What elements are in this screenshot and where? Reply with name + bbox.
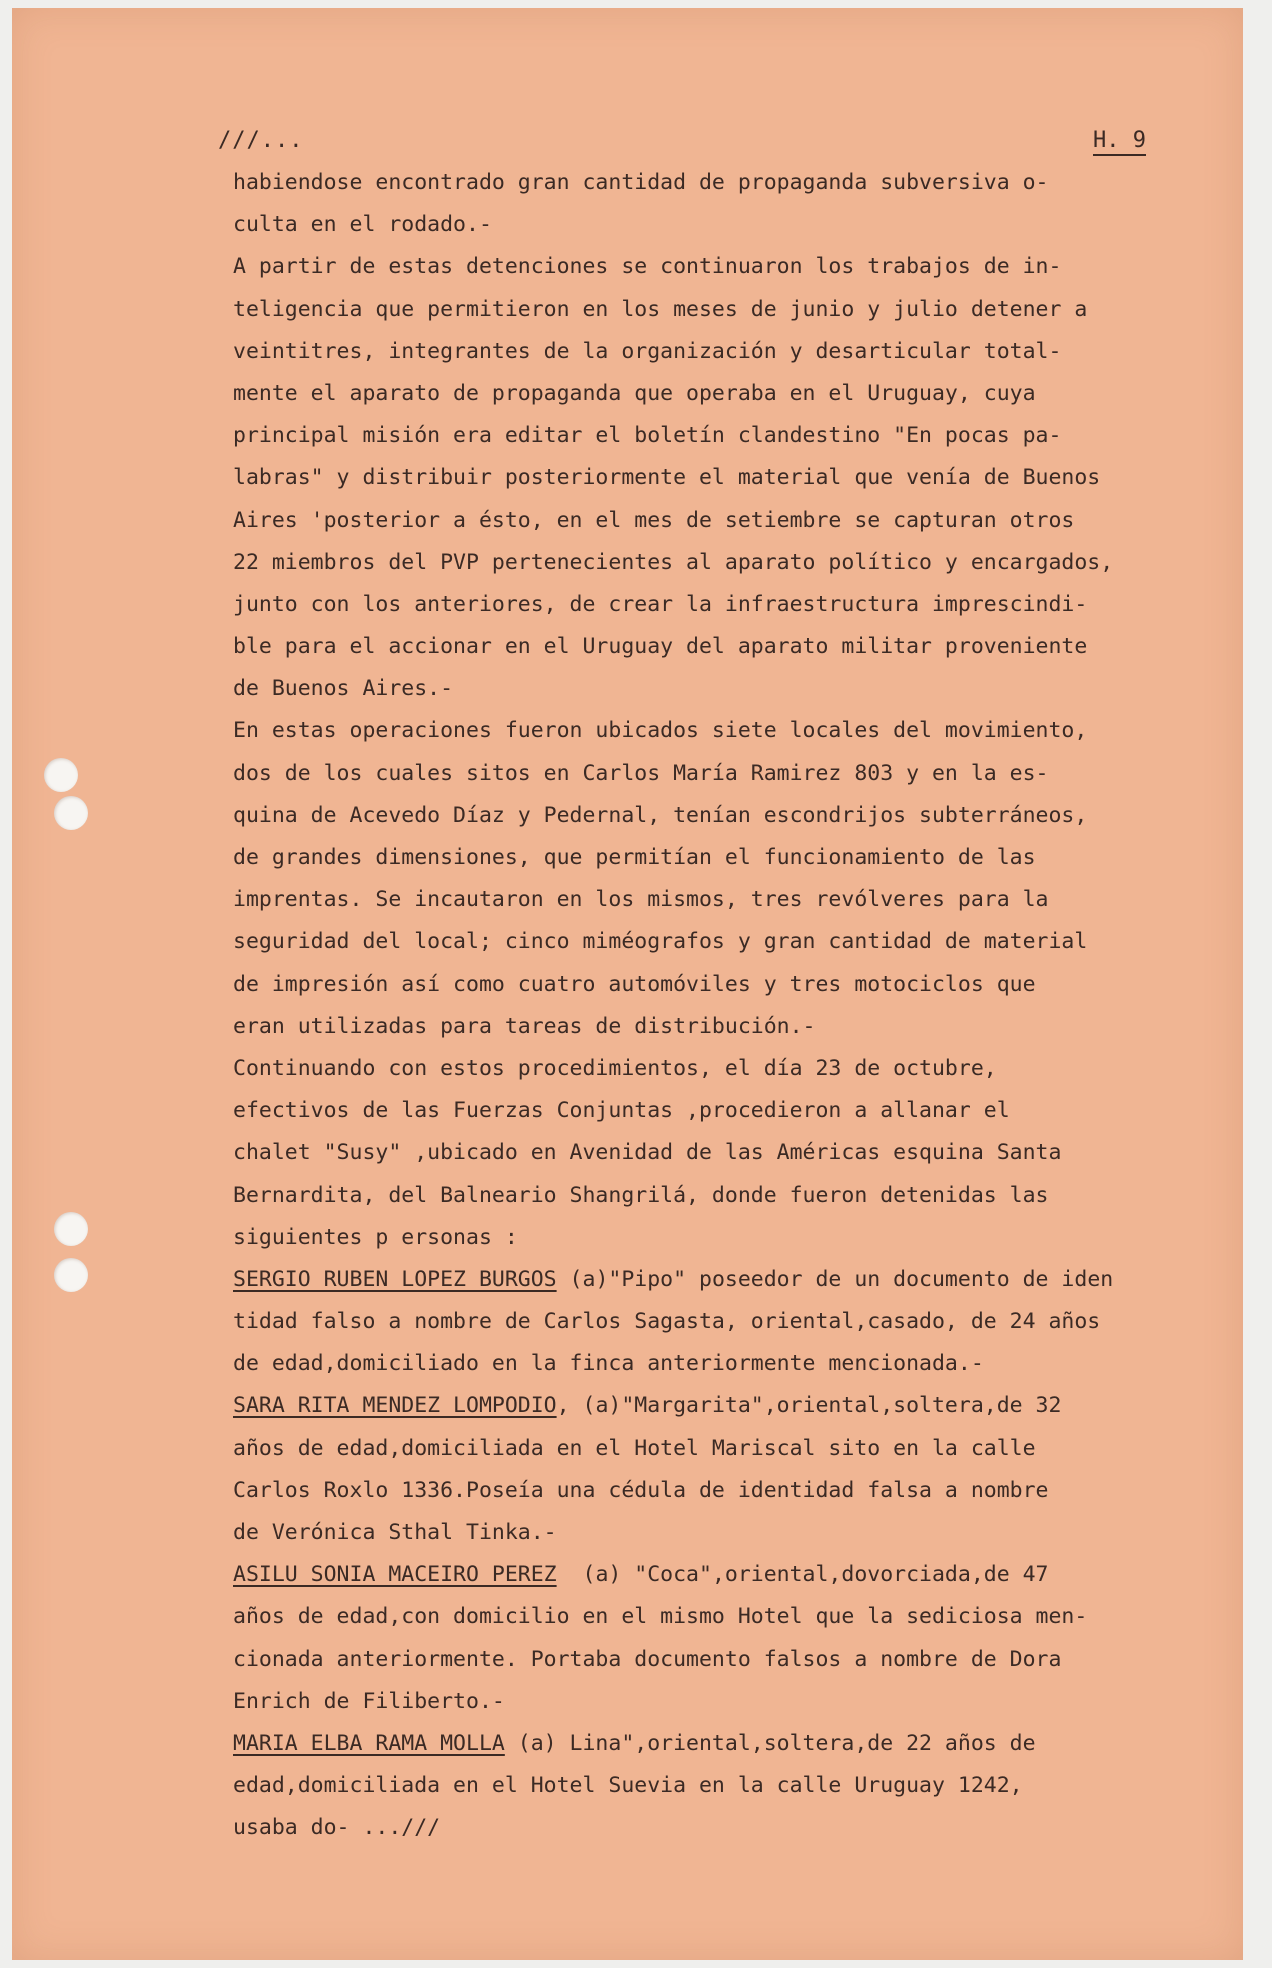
text-line xyxy=(233,331,1233,373)
text-line xyxy=(233,1596,1233,1638)
text-line xyxy=(233,1385,1233,1427)
text-line xyxy=(233,584,1233,626)
text-line xyxy=(233,1006,1233,1048)
person-name: ASILU SONIA MACEIRO PEREZ xyxy=(233,1562,557,1588)
line-text: quina de Acevedo Díaz y Pedernal, tenían escondrijos subterráneos, xyxy=(233,802,1088,828)
line-text: cionada anteriormente. Portaba documento falsos a nombre de Dora xyxy=(233,1646,1062,1672)
text-line xyxy=(233,415,1233,457)
text-line xyxy=(233,1132,1233,1174)
line-text: En estas operaciones fueron ubicados siete locales del movimiento, xyxy=(233,718,1088,744)
line-text: eran utilizadas para tareas de distribución.- xyxy=(233,1013,816,1039)
person-name: SARA RITA MENDEZ LOMPODIO xyxy=(233,1393,557,1419)
line-text: de impresión así como cuatro automóviles y tres motociclos que xyxy=(233,971,1036,997)
text-line xyxy=(233,964,1233,1006)
text-line xyxy=(233,753,1233,795)
line-text: culta en el rodado.- xyxy=(233,212,492,238)
document-body xyxy=(233,162,1233,1850)
punch-hole xyxy=(54,1212,88,1246)
text-line xyxy=(233,1301,1233,1343)
line-text: Carlos Roxlo 1336.Poseía una cédula de identidad falsa a nombre xyxy=(233,1477,1049,1503)
line-text: teligencia que permitieron en los meses de junio y julio detener a xyxy=(233,296,1088,322)
text-line xyxy=(233,289,1233,331)
text-line xyxy=(233,204,1233,246)
text-line xyxy=(233,1217,1233,1259)
line-text: dos de los cuales sitos en Carlos María Ramirez 803 y en la es- xyxy=(233,760,1049,786)
text-line xyxy=(233,1723,1233,1765)
line-text: , (a)"Margarita",oriental,soltera,de 32 xyxy=(556,1393,1062,1419)
line-text: de grandes dimensiones, que permitían el funcionamiento de las xyxy=(233,845,1036,870)
line-text: usaba do- .../// xyxy=(233,1815,441,1841)
text-line xyxy=(233,1259,1233,1301)
text-line xyxy=(233,542,1233,584)
text-line xyxy=(233,500,1233,542)
continuation-mark: ///... xyxy=(218,128,304,153)
line-text: (a)"Pipo" poseedor de un documento de iden xyxy=(556,1266,1114,1292)
text-line xyxy=(233,1512,1233,1554)
line-text: seguridad del local; cinco miméografos y gran cantidad de material xyxy=(233,929,1088,955)
text-line xyxy=(233,1639,1233,1681)
line-text: (a) "Coca",oriental,dovorciada,de 47 xyxy=(556,1562,1049,1588)
line-text: de Buenos Aires.- xyxy=(233,676,454,702)
person-name: SERGIO RUBEN LOPEZ BURGOS xyxy=(233,1266,557,1292)
line-text: años de edad,domiciliada en el Hotel Mariscal sito en la calle xyxy=(233,1435,1036,1461)
line-text: principal misión era editar el boletín clandestino "En pocas pa- xyxy=(233,423,1062,449)
page-header xyxy=(218,122,1146,162)
text-line xyxy=(233,1048,1233,1090)
punch-hole xyxy=(54,796,88,830)
text-line xyxy=(233,162,1233,204)
line-text: siguientes p ersonas : xyxy=(233,1224,518,1250)
line-text: chalet "Susy" ,ubicado en Avenidad de las Américas esquina Santa xyxy=(233,1140,1062,1166)
punch-hole xyxy=(44,758,78,792)
person-name: MARIA ELBA RAMA MOLLA xyxy=(233,1730,505,1756)
text-line xyxy=(233,795,1233,837)
text-line xyxy=(233,1090,1233,1132)
line-text: años de edad,con domicilio en el mismo Hotel que la sediciosa men- xyxy=(233,1604,1088,1630)
line-text: tidad falso a nombre de Carlos Sagasta, oriental,casado, de 24 años xyxy=(233,1309,1101,1335)
text-line xyxy=(233,1681,1233,1723)
line-text: habiendose encontrado gran cantidad de propaganda subversiva o- xyxy=(233,170,1049,195)
text-line xyxy=(233,668,1233,710)
text-line xyxy=(233,1807,1233,1849)
line-text: Continuando con estos procedimientos, el día 23 de octubre, xyxy=(233,1055,997,1081)
text-line xyxy=(233,246,1233,288)
text-line xyxy=(233,626,1233,668)
text-line xyxy=(233,921,1233,963)
line-text: de Verónica Sthal Tinka.- xyxy=(233,1520,557,1545)
line-text: imprentas. Se incautaron en los mismos, tres revólveres para la xyxy=(233,887,1049,913)
line-text: 22 miembros del PVP pertenecientes al aparato político y encargados, xyxy=(233,549,1114,575)
text-line xyxy=(233,457,1233,499)
text-line xyxy=(233,710,1233,752)
line-text: mente el aparato de propaganda que operaba en el Uruguay, cuya xyxy=(233,380,1036,406)
text-line xyxy=(233,837,1233,879)
line-text: Bernardita, del Balneario Shangrilá, donde fueron detenidas las xyxy=(233,1182,1049,1208)
line-text: labras" y distribuir posteriormente el material que venía de Buenos xyxy=(233,465,1101,491)
punch-hole xyxy=(54,1258,88,1292)
text-line xyxy=(233,1470,1233,1512)
line-text: ble para el accionar en el Uruguay del aparato militar proveniente xyxy=(233,634,1088,660)
line-text: A partir de estas detenciones se continuaron los trabajos de in- xyxy=(233,254,1062,280)
line-text: efectivos de las Fuerzas Conjuntas ,procedieron a allanar el xyxy=(233,1098,1010,1124)
line-text: de edad,domiciliado en la finca anteriormente mencionada.- xyxy=(233,1351,984,1377)
line-text: junto con los anteriores, de crear la infraestructura imprescindi- xyxy=(233,591,1088,617)
line-text: veintitres, integrantes de la organización y desarticular total- xyxy=(233,338,1062,364)
text-line xyxy=(233,373,1233,415)
text-line xyxy=(233,1428,1233,1470)
text-line xyxy=(233,879,1233,921)
line-text: Enrich de Filiberto.- xyxy=(233,1688,505,1714)
text-line xyxy=(233,1175,1233,1217)
line-text: (a) Lina",oriental,soltera,de 22 años de xyxy=(504,1730,1036,1756)
line-text: Aires 'posterior a ésto, en el mes de setiembre se capturan otros xyxy=(233,507,1075,533)
text-line xyxy=(233,1554,1233,1596)
text-line xyxy=(233,1343,1233,1385)
line-text: edad,domiciliada en el Hotel Suevia en la calle Uruguay 1242, xyxy=(233,1773,1023,1799)
page-number: H. 9 xyxy=(1093,128,1146,156)
text-line xyxy=(233,1765,1233,1807)
